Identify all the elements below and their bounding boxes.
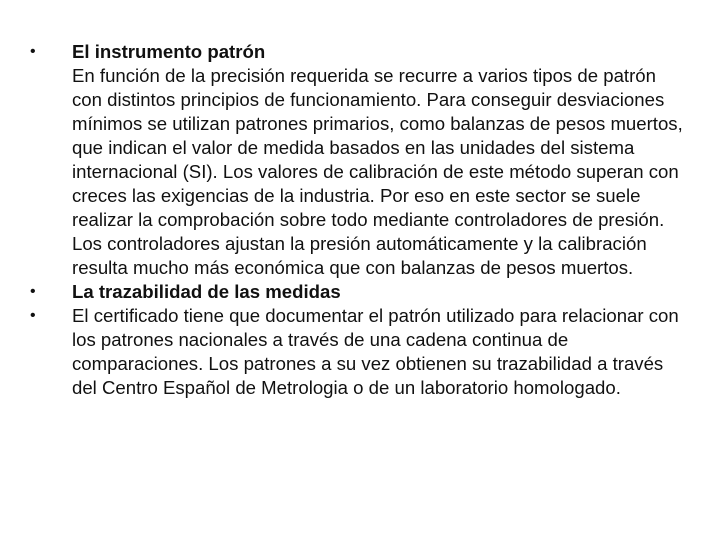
bullet-body: En función de la precisión requerida se recurre a varios tipos de patrón con distintos principios de funcionamiento. Para conseguir desviaciones mínimos se utilizan patrones primarios, como balanzas de pesos muertos, que indican el valor de medida basados en las unidades del sistema internacional (SI). Los valores de calibración de este método superan con creces las exigencias de la industria. Por eso en este sector se suele realizar la comprobación sobre todo mediante controladores de presión. Los controladores ajustan la presión automáticamente y la calibración resulta mucho más económica que con balanzas de pesos muertos.: [72, 65, 683, 278]
bullet-title: La trazabilidad de las medidas: [72, 281, 341, 302]
bullet-list: [30, 40, 690, 400]
bullet-marker: •: [30, 307, 36, 324]
bullet-item-trazabilidad: [30, 280, 690, 304]
bullet-marker: •: [30, 283, 36, 300]
bullet-marker: •: [30, 43, 36, 60]
bullet-item-instrumento-patron: [30, 40, 690, 280]
bullet-title: El instrumento patrón: [72, 41, 266, 62]
bullet-item-certificado: [30, 304, 690, 400]
bullet-body: El certificado tiene que documentar el patrón utilizado para relacionar con los patrones nacionales a través de una cadena continua de comparaciones. Los patrones a su vez obtienen su trazabilidad a través del Centro Español de Metrologia o de un laboratorio homologado.: [72, 305, 679, 398]
